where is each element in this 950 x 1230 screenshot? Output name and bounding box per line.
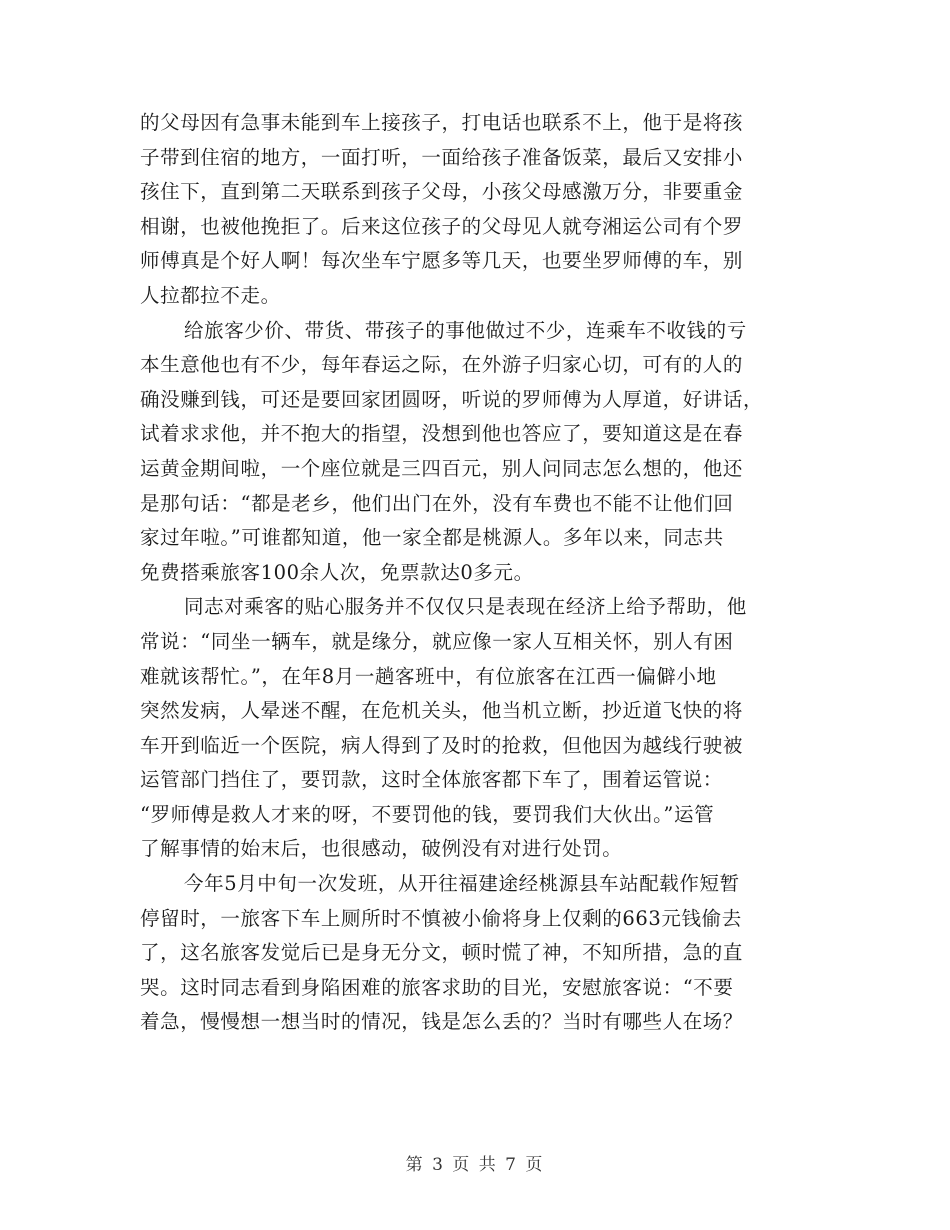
text-line: 常说：“同坐一辆车，就是缘分，就应像一家人互相关怀，别人有困 xyxy=(140,629,734,653)
text-line: 确没赚到钱，可还是要回家团圆呀，听说的罗师傅为人厚道，好讲话， xyxy=(140,387,764,411)
text-line: 了，这名旅客发觉后已是身无分文，顿时慌了神，不知所措，急的直 xyxy=(140,941,744,965)
text-line: 免费搭乘旅客100余人次，免票款达0多元。 xyxy=(140,560,534,584)
text-line: 运管部门挡住了，要罚款，这时全体旅客都下车了，围着运管说： xyxy=(140,768,723,792)
paragraph-4 xyxy=(140,867,804,1040)
text-line: 了解事情的始末后，也很感动，破例没有对进行处罚。 xyxy=(140,837,623,861)
paragraph-2 xyxy=(140,314,804,591)
text-line: 孩住下，直到第二天联系到孩子父母，小孩父母感激万分，非要重金 xyxy=(140,180,744,204)
text-line: 人拉都拉不走。 xyxy=(140,283,281,307)
text-line: 车开到临近一个医院，病人得到了及时的抢救，但他因为越线行驶被 xyxy=(140,733,744,757)
text-line: 是那句话：“都是老乡，他们出门在外，没有车费也不能不让他们回 xyxy=(140,491,734,515)
text-line: 停留时，一旅客下车上厕所时不慎被小偷将身上仅剩的663元钱偷去 xyxy=(140,906,742,930)
text-line: 师傅真是个好人啊！每次坐车宁愿多等几天，也要坐罗师傅的车，别 xyxy=(140,249,744,273)
text-line: 家过年啦。”可谁都知道，他一家全都是桃源人。多年以来，同志共 xyxy=(140,526,724,550)
text-line: 今年5月中旬一次发班，从开往福建途经桃源县车站配载作短暂 xyxy=(184,872,740,896)
text-line: 本生意他也有不少，每年春运之际，在外游子归家心切，可有的人的 xyxy=(140,353,744,377)
text-line: 难就该帮忙。”，在年8月一趟客班中，有位旅客在江西一偏僻小地 xyxy=(140,664,717,688)
text-line: 哭。这时同志看到身陷困难的旅客求助的目光，安慰旅客说：“不要 xyxy=(140,975,734,999)
text-line: 突然发病，人晕迷不醒，在危机关头，他当机立断，抄近道飞快的将 xyxy=(140,699,744,723)
text-line: 子带到住宿的地方，一面打听，一面给孩子准备饭菜，最后又安排小 xyxy=(140,145,744,169)
paragraph-3 xyxy=(140,590,804,867)
text-line: “罗师傅是救人才来的呀，不要罚他的钱，要罚我们大伙出。”运管 xyxy=(140,802,715,826)
text-line: 运黄金期间啦，一个座位就是三四百元，别人问同志怎么想的，他还 xyxy=(140,456,744,480)
text-line: 同志对乘客的贴心服务并不仅仅只是表现在经济上给予帮助，他 xyxy=(184,595,747,619)
text-line: 着急，慢慢想一想当时的情况，钱是怎么丢的？当时有哪些人在场？ xyxy=(140,1010,744,1034)
text-line: 相谢，也被他挽拒了。后来这位孩子的父母见人就夸湘运公司有个罗 xyxy=(140,214,744,238)
text-line: 试着求求他，并不抱大的指望，没想到他也答应了，要知道这是在春 xyxy=(140,422,744,446)
page-number-footer: 第 3 页 共 7 页 xyxy=(405,1155,545,1175)
document-body xyxy=(140,106,804,1040)
paragraph-1 xyxy=(140,106,804,314)
text-line: 的父母因有急事未能到车上接孩子，打电话也联系不上，他于是将孩 xyxy=(140,111,744,134)
text-line: 给旅客少价、带货、带孩子的事他做过不少，连乘车不收钱的亏 xyxy=(184,318,747,342)
